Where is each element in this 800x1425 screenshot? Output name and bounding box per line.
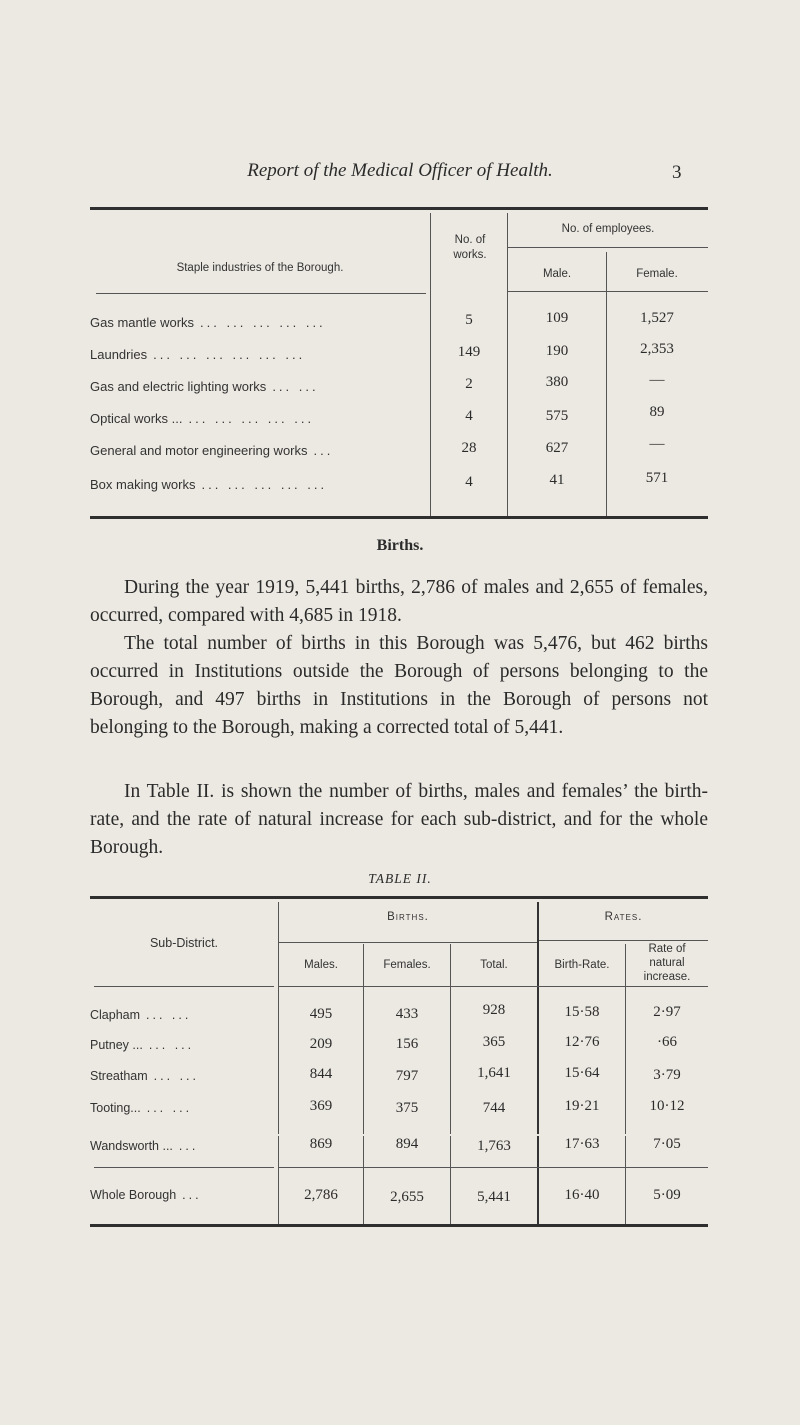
header-rule xyxy=(96,293,426,294)
cell-birth-rate: 19·21 xyxy=(564,1098,600,1114)
cell-female: 89 xyxy=(649,404,665,420)
table-top-rule xyxy=(90,207,708,210)
cell-female: — xyxy=(649,372,665,388)
header-subdistrict: Sub-District. xyxy=(149,936,219,950)
paragraph: The total number of births in this Borough was 5,476, but 462 births occurred in Institutions outside the Borough of persons belonging to the Borough, and 497 births in Institutions in the Borough of persons not belonging to the Borough, making a corrected total of 5,441. xyxy=(90,633,708,738)
cell-male: 627 xyxy=(545,440,569,456)
header-works-line1: No. of xyxy=(454,234,486,246)
cell-total: 928 xyxy=(482,1002,506,1018)
header-works-line2: works. xyxy=(453,249,487,261)
cell-males: 209 xyxy=(309,1036,333,1052)
header-rule xyxy=(508,291,708,292)
cell-male: 380 xyxy=(545,374,569,390)
header-birth-rate: Birth-Rate. xyxy=(554,959,610,971)
cell-total: 1,763 xyxy=(477,1138,511,1154)
cell-females-total: 2,655 xyxy=(390,1189,424,1205)
cell-works: 4 xyxy=(465,474,473,490)
header-rule xyxy=(94,986,274,987)
paragraph: During the year 1919, 5,441 births, 2,786 of males and 2,655 of females, occurred, compared with 4,685 in 1918. xyxy=(90,577,708,626)
cell-females: 894 xyxy=(395,1136,419,1152)
cell-males: 495 xyxy=(309,1006,333,1022)
table-row: General and motor engineering works ... xyxy=(90,443,334,458)
table-top-rule xyxy=(90,896,708,899)
header-subrule xyxy=(279,942,537,943)
table-row: Wandsworth ... ... xyxy=(90,1139,199,1153)
header-natural-line3: increase. xyxy=(643,971,691,983)
total-rule xyxy=(94,1167,274,1168)
page-number: 3 xyxy=(672,162,682,183)
header-female: Female. xyxy=(636,268,678,280)
cell-females: 375 xyxy=(395,1100,419,1116)
header-natural-line2: natural xyxy=(649,957,685,969)
col-divider xyxy=(507,213,508,516)
cell-total: 1,641 xyxy=(477,1065,511,1081)
cell-birth-rate: 17·63 xyxy=(564,1136,600,1152)
cell-birth-rate: 15·58 xyxy=(564,1004,600,1020)
cell-total: 365 xyxy=(482,1034,506,1050)
header-males: Males. xyxy=(304,959,338,971)
header-females: Females. xyxy=(383,959,431,971)
table-row: Optical works ... ... ... ... ... ... xyxy=(90,411,315,426)
cell-natural-increase: 2·97 xyxy=(653,1004,681,1020)
cell-males: 869 xyxy=(309,1136,333,1152)
header-male: Male. xyxy=(542,268,572,280)
table-bottom-rule xyxy=(90,516,708,519)
staple-industries-table xyxy=(90,207,708,519)
cell-total-total: 5,441 xyxy=(477,1189,511,1205)
cell-birth-rate: 15·64 xyxy=(564,1065,600,1081)
header-rule xyxy=(279,986,708,987)
cell-birth-rate-total: 16·40 xyxy=(564,1187,600,1203)
table-bottom-rule xyxy=(90,1224,708,1227)
cell-natural-increase-total: 5·09 xyxy=(653,1187,681,1203)
cell-males-total: 2,786 xyxy=(304,1187,338,1203)
table-row: Putney ... ... ... xyxy=(90,1038,195,1052)
cell-natural-increase: ·66 xyxy=(657,1034,677,1050)
table-caption: TABLE II. xyxy=(368,871,432,886)
cell-works: 5 xyxy=(465,312,473,328)
cell-male: 190 xyxy=(545,343,569,359)
table-row: Streatham ... ... xyxy=(90,1069,199,1083)
total-row: Whole Borough ... xyxy=(90,1188,202,1202)
cell-total: 744 xyxy=(482,1100,506,1116)
cell-works: 2 xyxy=(465,376,473,392)
header-natural-line1: Rate of xyxy=(648,943,686,955)
col-divider xyxy=(430,213,431,516)
table-row: Tooting... ... ... xyxy=(90,1101,193,1115)
header-industry: Staple industries of the Borough. xyxy=(176,262,344,274)
cell-works: 4 xyxy=(465,408,473,424)
cell-female: — xyxy=(649,436,665,452)
header-rates: Rates. xyxy=(604,911,643,923)
running-head: Report of the Medical Officer of Health. xyxy=(247,160,553,181)
header-total: Total. xyxy=(480,959,508,971)
cell-male: 41 xyxy=(549,472,565,488)
cell-works: 149 xyxy=(457,344,481,360)
births-table xyxy=(90,896,708,1136)
cell-female: 2,353 xyxy=(640,341,674,357)
table-row: Box making works ... ... ... ... ... xyxy=(90,477,328,492)
table-row: Gas and electric lighting works ... ... xyxy=(90,379,319,394)
cell-natural-increase: 7·05 xyxy=(653,1136,681,1152)
cell-male: 109 xyxy=(545,310,569,326)
total-rule xyxy=(279,1167,708,1168)
cell-natural-increase: 3·79 xyxy=(653,1067,681,1083)
cell-females: 433 xyxy=(395,1006,419,1022)
births-table-lower xyxy=(90,1136,708,1276)
cell-females: 156 xyxy=(395,1036,419,1052)
cell-males: 369 xyxy=(309,1098,333,1114)
header-births: Births. xyxy=(387,911,429,923)
header-subrule xyxy=(508,247,708,248)
cell-female: 571 xyxy=(645,470,669,486)
cell-natural-increase: 10·12 xyxy=(649,1098,685,1114)
cell-works: 28 xyxy=(461,440,477,456)
cell-females: 797 xyxy=(395,1068,419,1084)
header-subrule xyxy=(539,940,708,941)
table-row: Clapham ... ... xyxy=(90,1008,192,1022)
section-heading: Births. xyxy=(376,537,424,554)
cell-males: 844 xyxy=(309,1066,333,1082)
cell-birth-rate: 12·76 xyxy=(564,1034,600,1050)
table-row: Gas mantle works ... ... ... ... ... xyxy=(90,315,326,330)
cell-female: 1,527 xyxy=(640,310,674,326)
header-employees: No. of employees. xyxy=(561,223,655,235)
paragraph: In Table II. is shown the number of births, males and females’ the birth-rate, and the rate of natural increase for each sub-district, and for the whole Borough. xyxy=(90,781,708,858)
table-row: Laundries ... ... ... ... ... ... xyxy=(90,347,306,362)
cell-male: 575 xyxy=(545,408,569,424)
